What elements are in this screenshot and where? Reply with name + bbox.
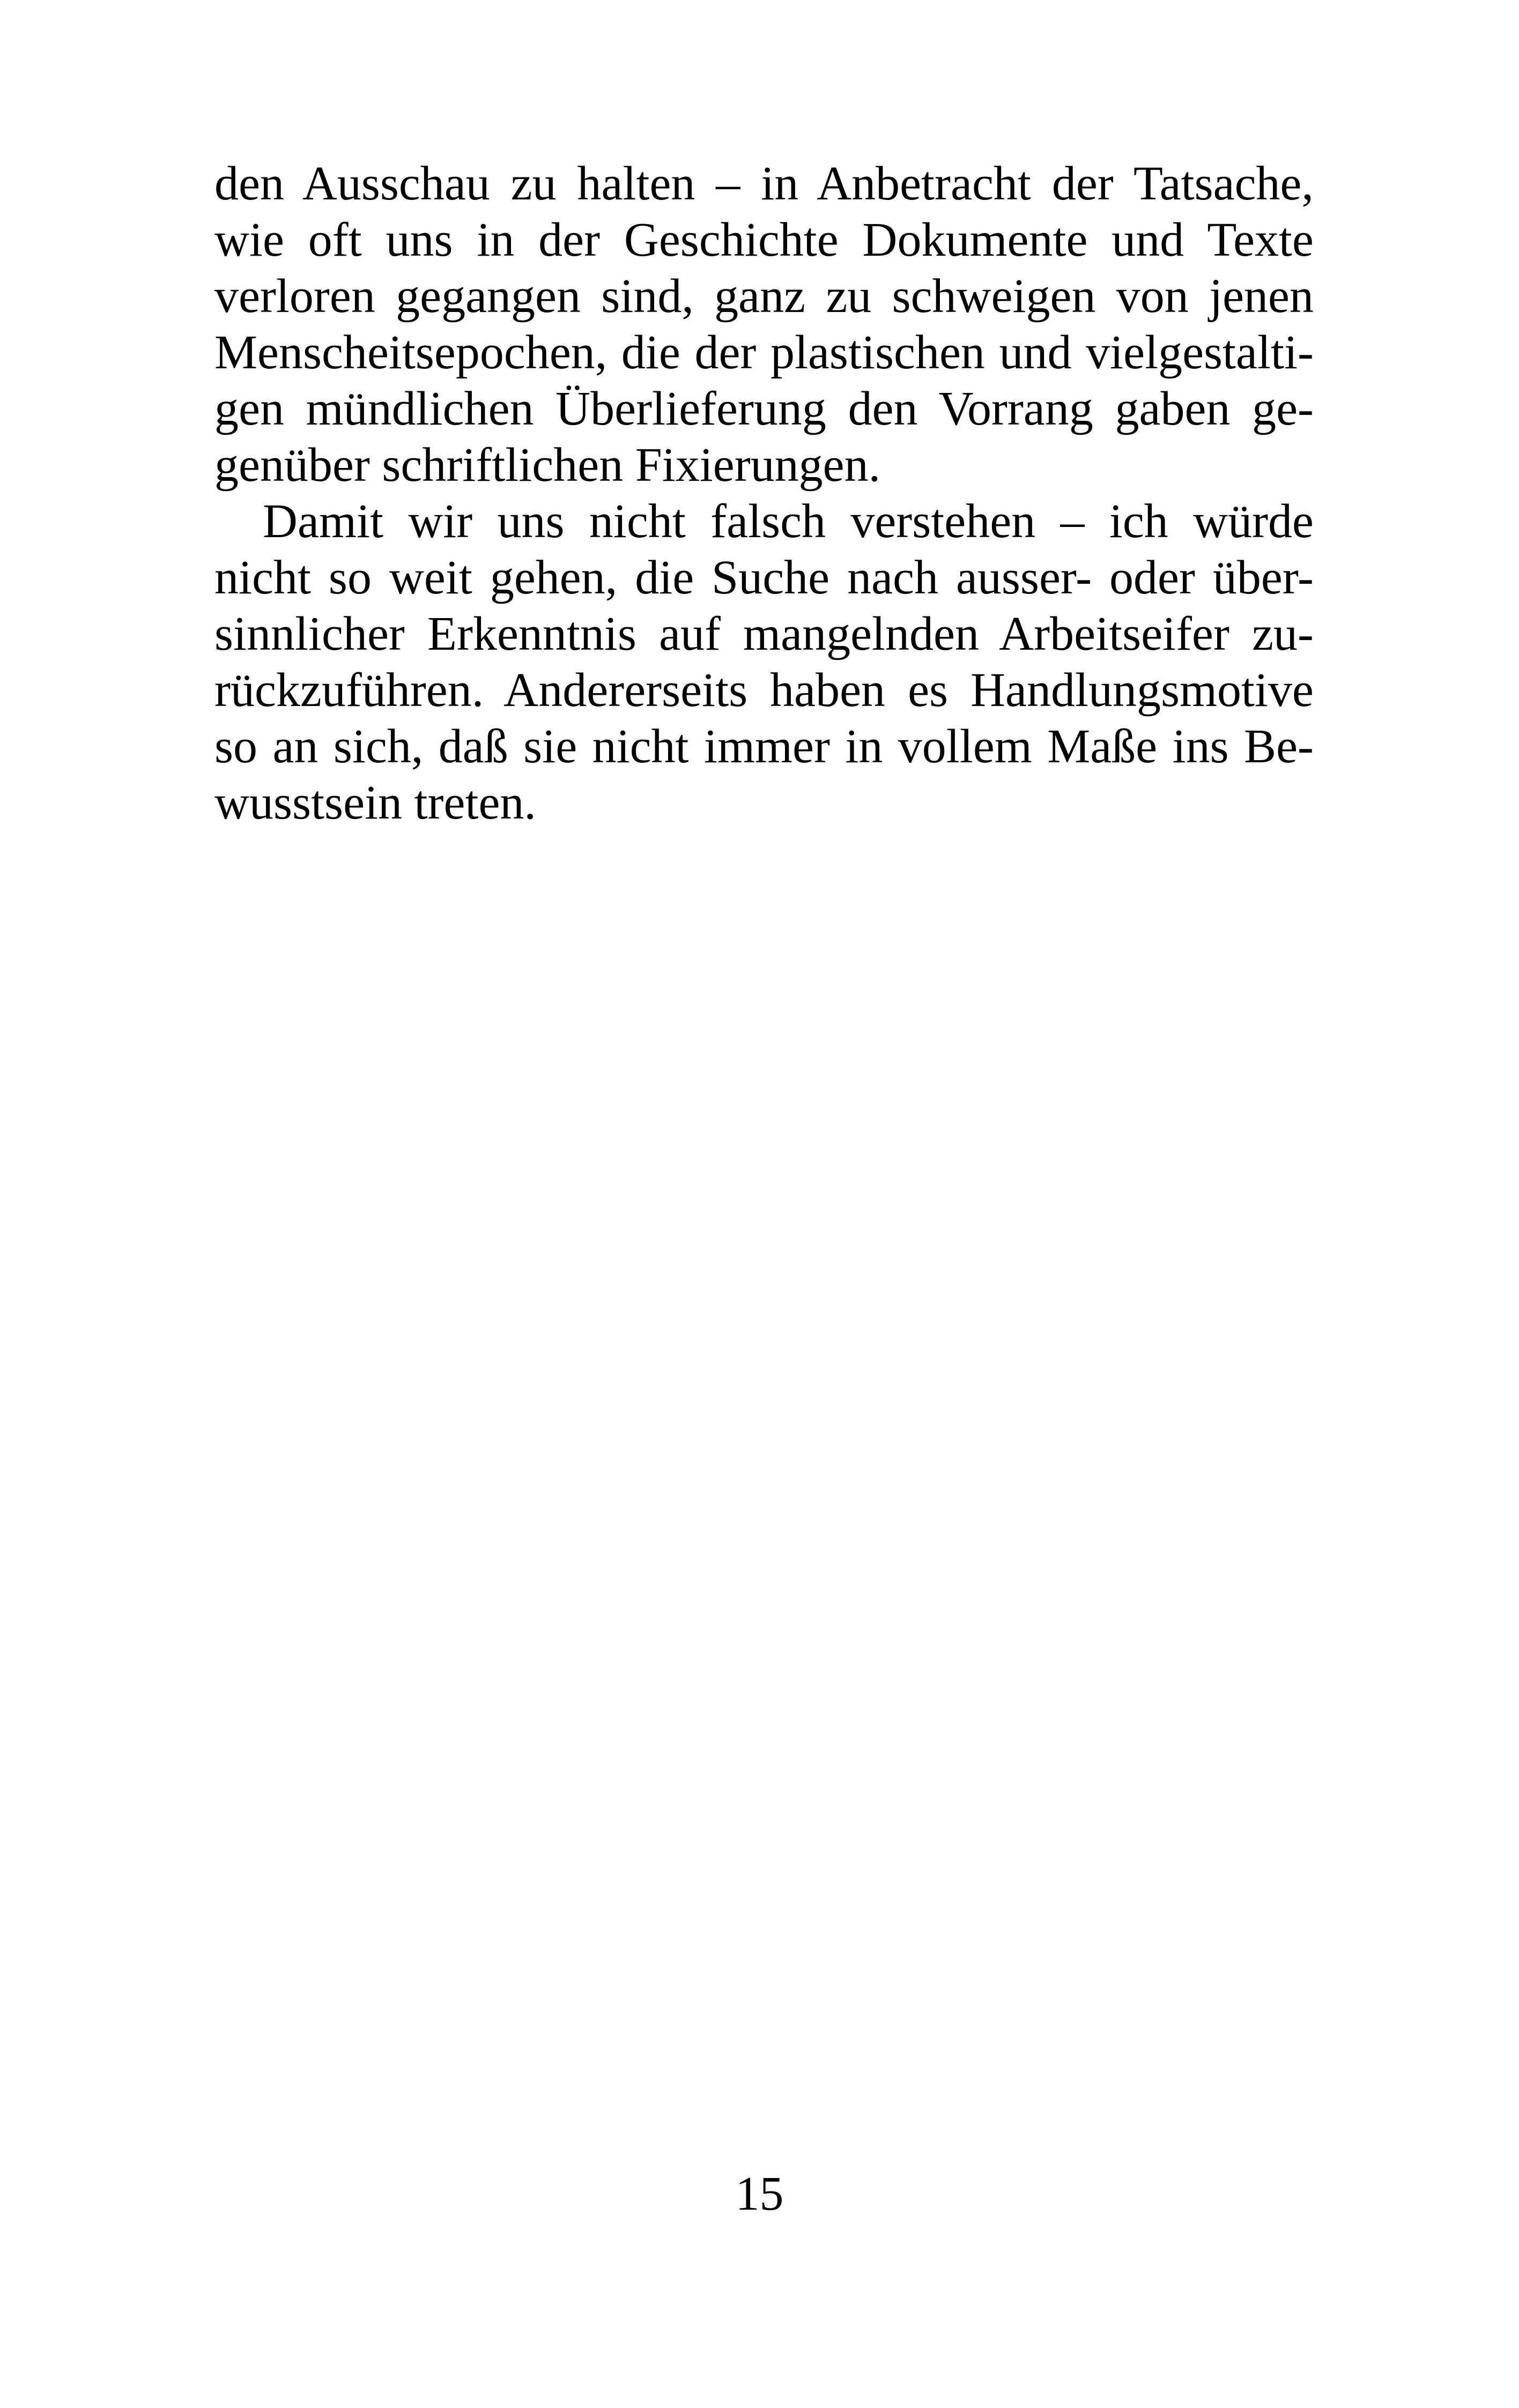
- text-line: nicht so weit gehen, die Suche nach ausser- oder über-: [214, 551, 1314, 604]
- text-line: Damit wir uns nicht falsch verstehen – ich würde: [263, 495, 1314, 548]
- page-number: 15: [735, 2167, 784, 2220]
- text-line: verloren gegangen sind, ganz zu schweigen von jenen: [214, 270, 1314, 323]
- text-line: sinnlicher Erkenntnis auf mangelnden Arbeitseifer zu-: [214, 607, 1314, 660]
- text-line: den Ausschau zu halten – in Anbetracht der Tatsache,: [214, 157, 1314, 210]
- text-line: genüber schriftlichen Fixierungen.: [214, 439, 881, 492]
- text-line: wie oft uns in der Geschichte Dokumente und Texte: [214, 213, 1314, 266]
- paragraph-2: [214, 493, 1314, 831]
- text-line: Menscheitsepochen, die der plastischen und vielgestalti-: [214, 326, 1314, 379]
- text-line: so an sich, daß sie nicht immer in vollem Maße ins Be-: [214, 720, 1314, 773]
- text-line: gen mündlichen Überlieferung den Vorrang gaben ge-: [214, 382, 1314, 435]
- text-line: wusstsein treten.: [214, 776, 536, 829]
- body-text: [214, 155, 1314, 831]
- text-line: rückzuführen. Andererseits haben es Handlungsmotive: [214, 664, 1314, 717]
- paragraph-1: [214, 155, 1314, 493]
